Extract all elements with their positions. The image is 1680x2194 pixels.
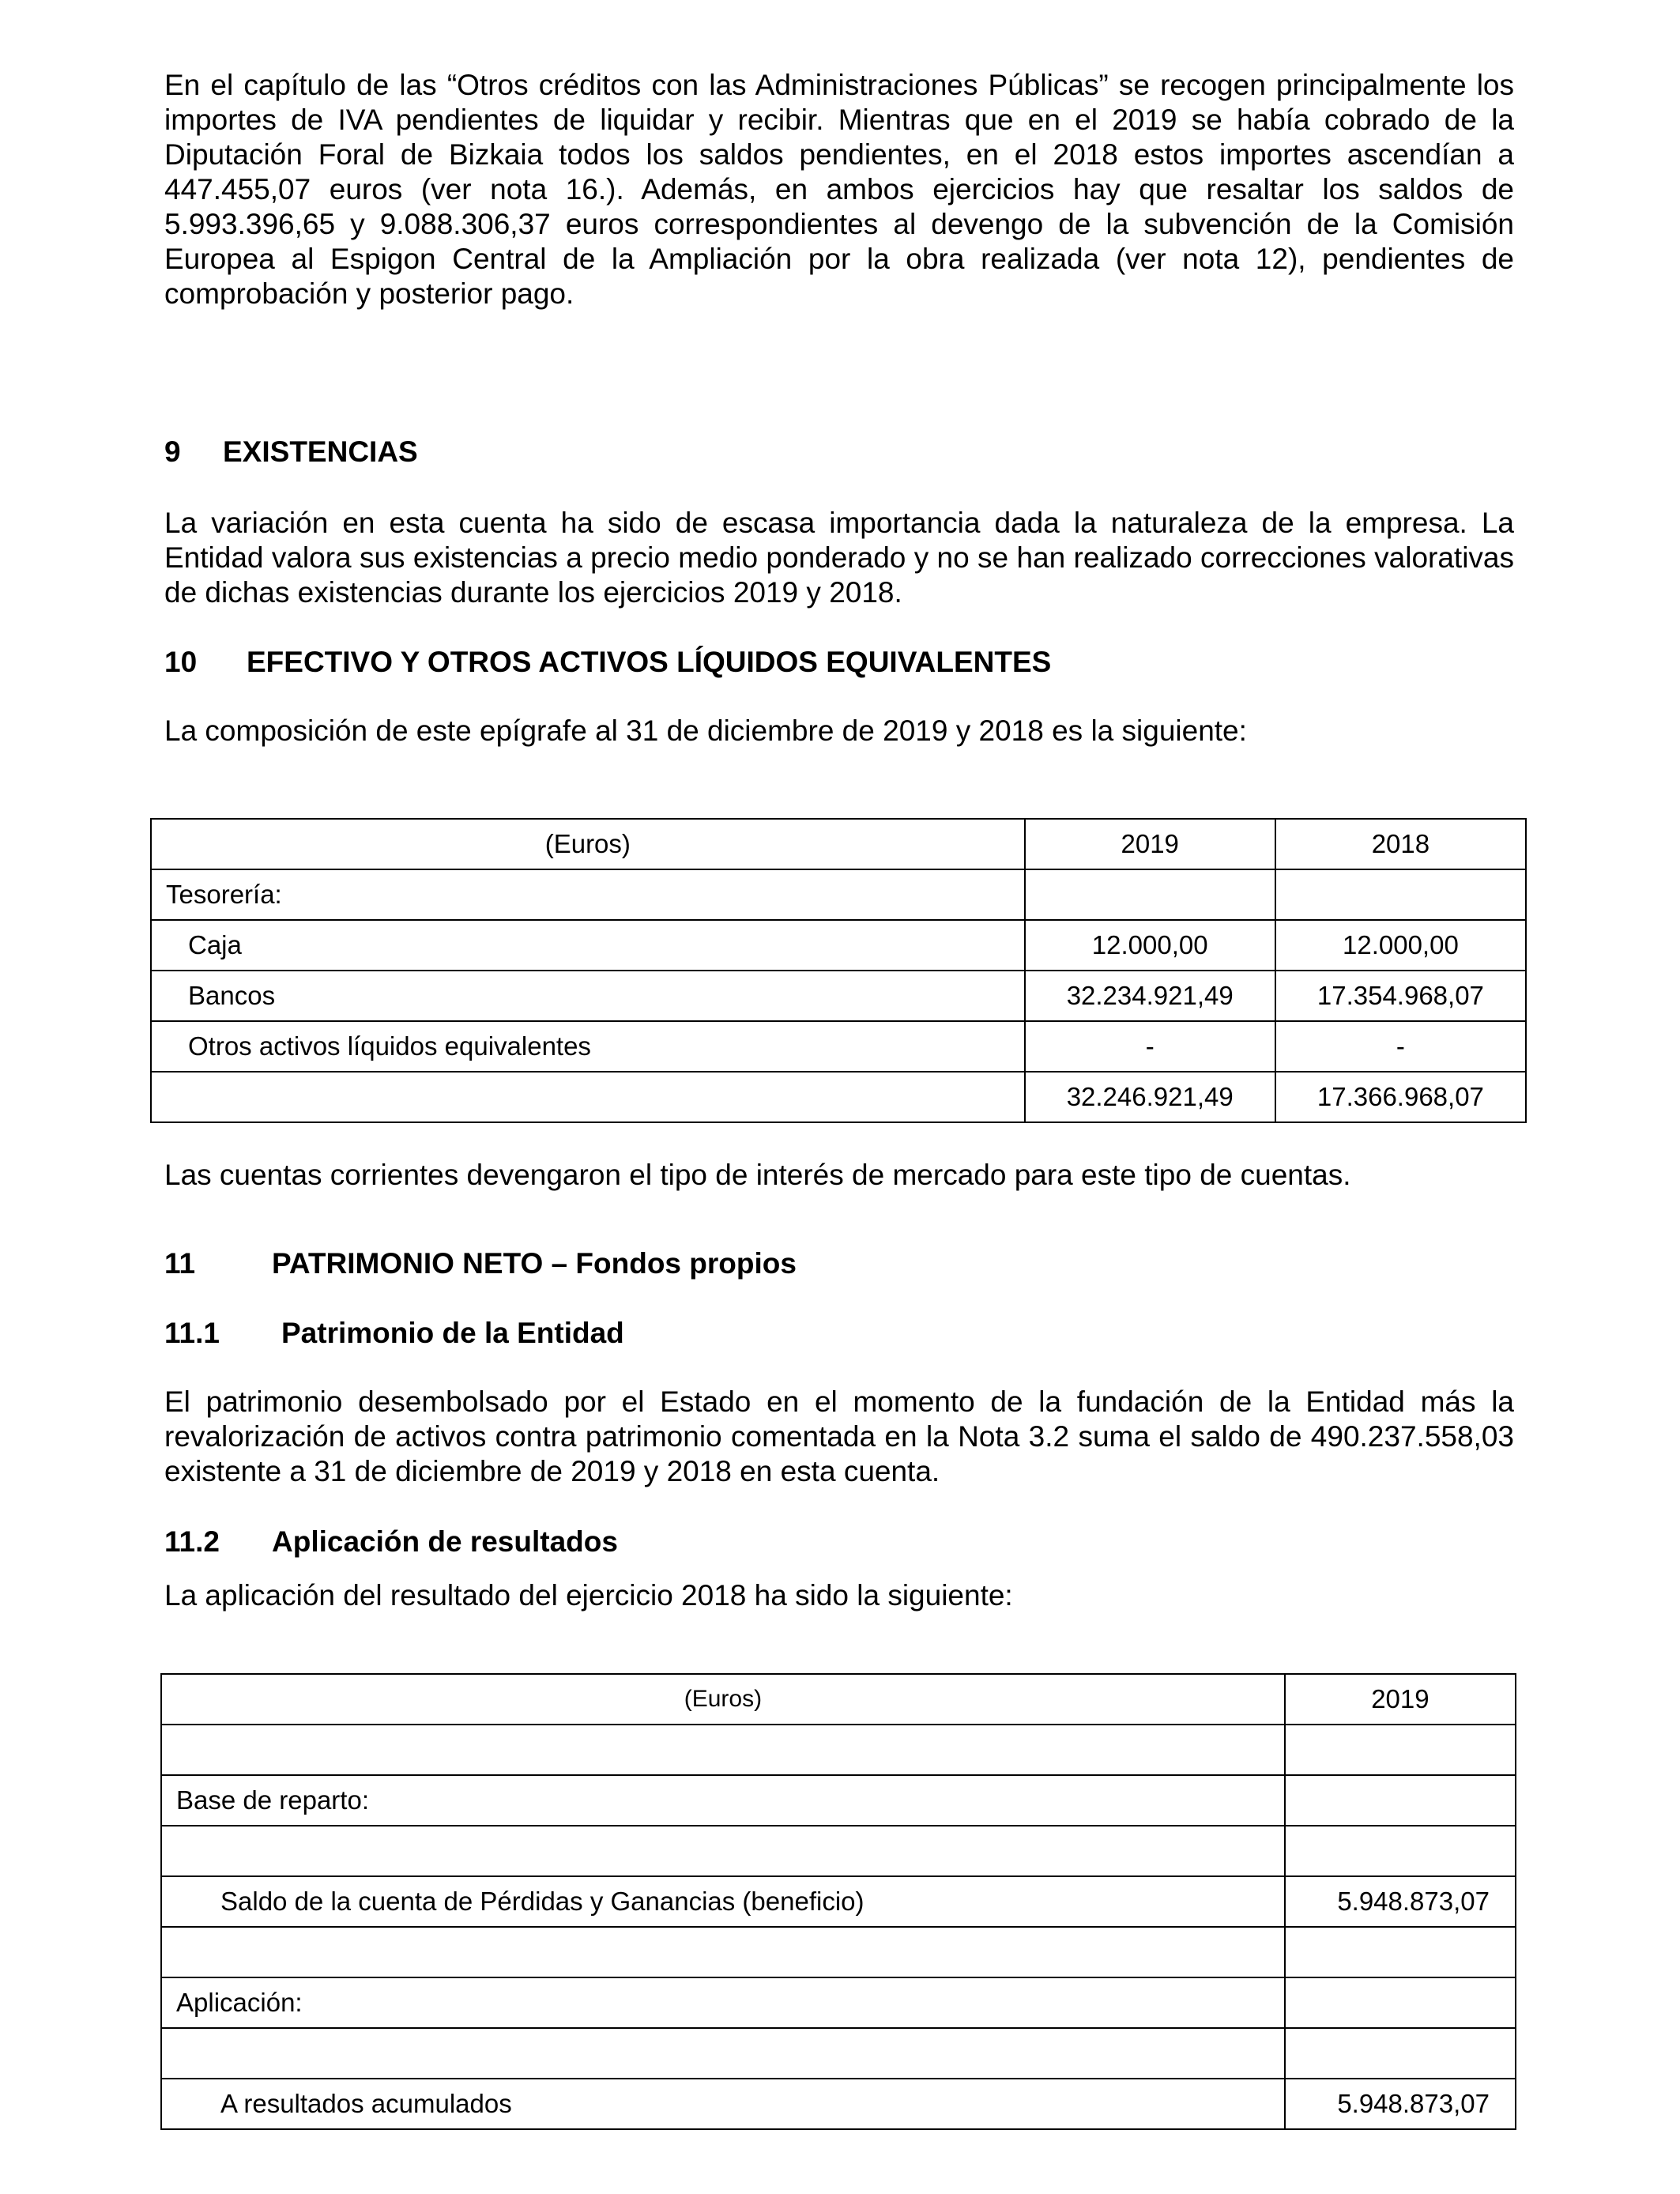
- row-value-2019: -: [1025, 1021, 1275, 1072]
- row-label: Base de reparto:: [161, 1775, 1285, 1826]
- section-11-1-number: 11.1: [164, 1317, 220, 1349]
- table-total-row: [151, 1072, 1526, 1122]
- section-11-2-intro: La aplicación del resultado del ejercicio 2018 ha sido la siguiente:: [164, 1579, 1013, 1612]
- row-label: Caja: [151, 920, 1025, 971]
- table-header-label: (Euros): [151, 819, 1025, 869]
- section-11-2-heading: [164, 1525, 618, 1559]
- table-row: [151, 920, 1526, 971]
- row-value: [1285, 1977, 1516, 2028]
- row-value: [1285, 1927, 1516, 1977]
- section-11-1-title: Patrimonio de la Entidad: [281, 1317, 624, 1349]
- row-label: Aplicación:: [161, 1977, 1285, 2028]
- row-label: Otros activos líquidos equivalentes: [151, 1021, 1025, 1072]
- intro-paragraph: En el capítulo de las “Otros créditos con las Administraciones Públicas” se recogen principalmente los importes de IVA pendientes de liquidar y recibir. Mientras que en el 2019 se había cobrado de la Diputación Foral de Bizkaia todos los saldos pendientes, en el 2018 estos importes ascendían a 447.455,07 euros (ver nota 16.). Además, en ambos ejercicios hay que resaltar los saldos de 5.993.396,65 y 9.088.306,37 euros correspondientes al devengo de la subvención de la Comisión Europea al Espigon Central de la Ampliación por la obra realizada (ver nota 12), pendientes de comprobación y posterior pago.: [164, 69, 1514, 310]
- row-label: [161, 1826, 1285, 1876]
- section-10-title: EFECTIVO Y OTROS ACTIVOS LÍQUIDOS EQUIVALENTES: [247, 646, 1052, 678]
- row-label: Saldo de la cuenta de Pérdidas y Ganancias (beneficio): [161, 1876, 1285, 1927]
- table-row: [151, 971, 1526, 1021]
- table-row: [161, 1775, 1516, 1826]
- table-row: [161, 1977, 1516, 2028]
- section-11-title: PATRIMONIO NETO – Fondos propios: [272, 1247, 797, 1280]
- section-10-number: 10: [164, 646, 198, 678]
- section-11-number: 11: [164, 1247, 196, 1280]
- row-value: [1285, 1826, 1516, 1876]
- section-11-heading: [164, 1246, 797, 1281]
- row-label: [161, 1927, 1285, 1977]
- row-value-2018: [1275, 869, 1526, 920]
- row-value: [1285, 1725, 1516, 1775]
- table-row: [151, 1021, 1526, 1072]
- table-row: [161, 1725, 1516, 1775]
- section-11-2-number: 11.2: [164, 1525, 220, 1558]
- table-row: [161, 2079, 1516, 2129]
- row-value: [1285, 2028, 1516, 2079]
- section-11-2-title: Aplicación de resultados: [272, 1525, 618, 1558]
- table-row: [161, 1876, 1516, 1927]
- section-9-paragraph: La variación en esta cuenta ha sido de escasa importancia dada la naturaleza de la empresa. La Entidad valora sus existencias a precio medio ponderado y no se han realizado correcciones valorativas de dichas existencias durante los ejercicios 2019 y 2018.: [164, 507, 1514, 609]
- table-header-label: (Euros): [161, 1674, 1285, 1725]
- row-label: [161, 1725, 1285, 1775]
- row-label: Bancos: [151, 971, 1025, 1021]
- table-header-2019: 2019: [1285, 1674, 1516, 1725]
- row-value-2019: 12.000,00: [1025, 920, 1275, 971]
- section-11-1-paragraph: El patrimonio desembolsado por el Estado en el momento de la fundación de la Entidad más la revalorización de activos contra patrimonio comentada en la Nota 3.2 suma el saldo de 490.237.558,03 existente a 31 de diciembre de 2019 y 2018 en esta cuenta.: [164, 1385, 1514, 1487]
- section-10-intro: La composición de este epígrafe al 31 de diciembre de 2019 y 2018 es la siguiente:: [164, 714, 1247, 747]
- row-value-2019: 32.234.921,49: [1025, 971, 1275, 1021]
- row-value-2018: -: [1275, 1021, 1526, 1072]
- table-header-row: [151, 819, 1526, 869]
- table-row: [161, 1826, 1516, 1876]
- section-9-heading: [164, 435, 418, 469]
- result-application-table: [160, 1673, 1516, 2130]
- row-value-2019: [1025, 869, 1275, 920]
- table-header-row: [161, 1674, 1516, 1725]
- total-value-2019: 32.246.921,49: [1025, 1072, 1275, 1122]
- row-value-2018: 17.354.968,07: [1275, 971, 1526, 1021]
- row-value: 5.948.873,07: [1285, 1876, 1516, 1927]
- table-row: [161, 1927, 1516, 1977]
- row-label: [161, 2028, 1285, 2079]
- row-value: 5.948.873,07: [1285, 2079, 1516, 2129]
- table-header-2019: 2019: [1025, 819, 1275, 869]
- row-label: [151, 1072, 1025, 1122]
- section-9-title: EXISTENCIAS: [223, 435, 418, 468]
- row-value: [1285, 1775, 1516, 1826]
- row-label: Tesorería:: [151, 869, 1025, 920]
- table-row: [161, 2028, 1516, 2079]
- total-value-2018: 17.366.968,07: [1275, 1072, 1526, 1122]
- row-label: A resultados acumulados: [161, 2079, 1285, 2129]
- section-10-footnote: Las cuentas corrientes devengaron el tipo de interés de mercado para este tipo de cuentas.: [164, 1159, 1351, 1191]
- cash-composition-table: [150, 818, 1527, 1123]
- table-header-2018: 2018: [1275, 819, 1526, 869]
- section-9-number: 9: [164, 435, 181, 468]
- table-row: [151, 869, 1526, 920]
- row-value-2018: 12.000,00: [1275, 920, 1526, 971]
- section-11-1-heading: [164, 1316, 624, 1351]
- section-10-heading: [164, 645, 1051, 680]
